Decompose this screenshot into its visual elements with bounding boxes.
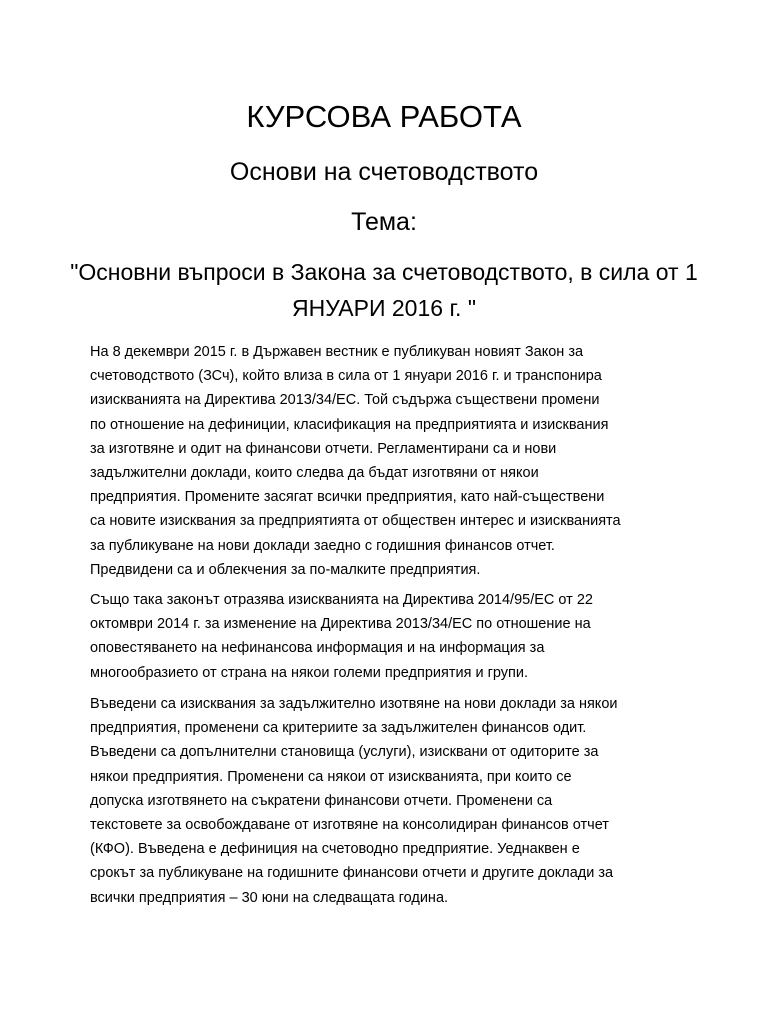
text-line: за изготвяне и одит на финансови отчети. Регламентирани са и нови bbox=[90, 440, 557, 457]
text-line: допуска изготвянето на съкратени финансови отчети. Променени са bbox=[90, 792, 553, 809]
document-subject: Основи на счетоводството bbox=[229, 158, 539, 186]
text-line: всички предприятия – 30 юни на следващата година. bbox=[90, 889, 449, 906]
text-line: многообразието от страна на някои големи предприятия и групи. bbox=[90, 664, 529, 681]
text-line: изискванията на Директива 2013/34/ЕС. Той съдържа съществени промени bbox=[90, 392, 600, 409]
paragraph-1 bbox=[90, 340, 690, 582]
text-line: октомври 2014 г. за изменение на Директива 2013/34/ЕС по отношение на bbox=[90, 616, 591, 633]
text-line: предприятия, променени са критериите за задължителен финансов одит. bbox=[90, 720, 587, 737]
text-line: оповестяването на нефинансова информация и на информация за bbox=[90, 640, 545, 657]
text-line: На 8 декември 2015 г. в Държавен вестник е публикуван новият Закон за bbox=[90, 344, 584, 360]
text-line: задължителни доклади, които следва да бъдат изготвяни от някои bbox=[90, 465, 539, 482]
text-line: Също така законът отразява изискванията на Директива 2014/95/ЕС от 22 bbox=[90, 592, 593, 608]
text-line: (КФО). Въведена е дефиниция на счетоводно предприятие. Уеднаквен е bbox=[90, 841, 580, 858]
text-line: Въведени са допълнителни становища (услуги), изисквани от одиторите за bbox=[90, 744, 599, 761]
text-line: по отношение на дефиниции, класификация на предприятията и изисквания bbox=[90, 416, 609, 433]
text-line: са новите изисквания за предприятията от обществен интерес и изискванията bbox=[90, 513, 621, 530]
text-line: Предвидени са и облекчения за по-малките предприятия. bbox=[90, 561, 481, 578]
text-line: срокът за публикуване на годишните финансови отчети и другите доклади за bbox=[90, 865, 614, 882]
text-line: счетоводството (ЗСч), който влиза в сила от 1 януари 2016 г. и транспонира bbox=[90, 368, 602, 385]
text-line: предприятия. Промените засягат всички предприятия, като най-съществени bbox=[90, 489, 605, 506]
topic-label: Тема: bbox=[351, 208, 417, 236]
paragraph-3 bbox=[90, 692, 690, 910]
text-line: Въведени са изисквания за задължително изотвяне на нови доклади за някои bbox=[90, 696, 618, 712]
text-line: някои предприятия. Променени са някои от изискванията, при които се bbox=[90, 768, 572, 785]
text-line: текстовете за освобождаване от изготвяне на консолидиран финансов отчет bbox=[90, 817, 609, 834]
document-title: КУРСОВА РАБОТА bbox=[246, 99, 522, 134]
topic-title: "Основни въпроси в Закона за счетоводството, в сила от 1 ЯНУАРИ 2016 г. " bbox=[70, 259, 698, 321]
paragraph-2 bbox=[90, 588, 690, 685]
text-line: за публикуване на нови доклади заедно с годишния финансов отчет. bbox=[90, 537, 555, 554]
